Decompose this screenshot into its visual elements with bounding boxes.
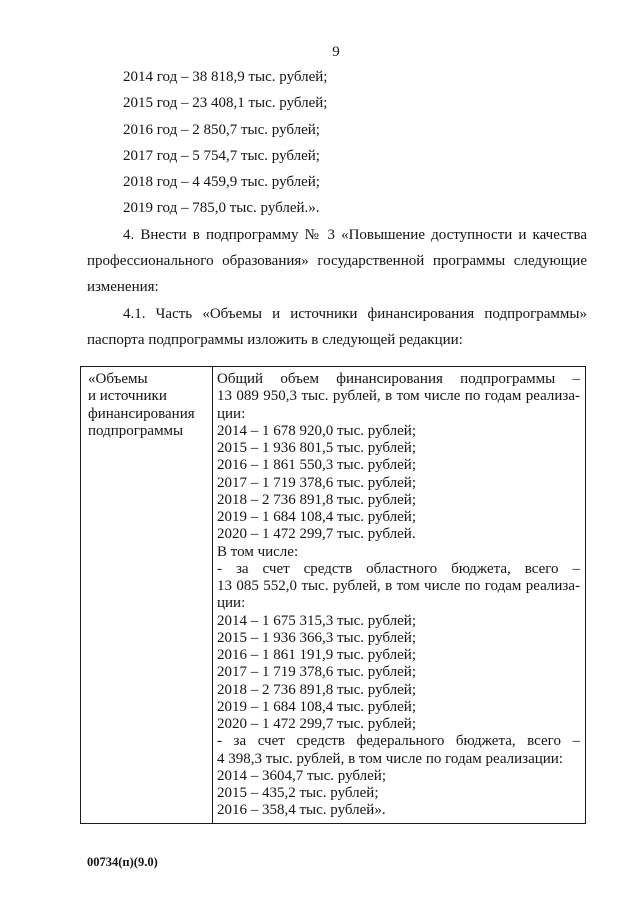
value-line: Общий объем финансирования подпрограммы –	[217, 371, 580, 387]
paragraph-line: профессионального образования» государственной программы следующие	[87, 253, 587, 270]
table-value-cell	[213, 367, 585, 823]
page-number: 9	[332, 44, 340, 60]
value-line: ции:	[217, 595, 246, 612]
document-body	[87, 64, 587, 353]
year-amount-line: 2020 – 1 472 299,7 тыс. рублей;	[217, 716, 416, 732]
value-line: ции:	[217, 405, 246, 422]
year-amount-line: 2016 – 1 861 550,3 тыс. рублей;	[217, 457, 416, 474]
paragraph-line: изменения:	[87, 279, 159, 296]
funding-year-line: 2019 год – 785,0 тыс. рублей.».	[123, 200, 320, 217]
label-line: подпрограммы	[88, 422, 184, 439]
document-code: 00734(п)(9.0)	[87, 855, 158, 869]
value-line: 13 085 552,0 тыс. рублей, в том числе по годам реализа-	[217, 578, 580, 594]
value-line: 13 089 950,3 тыс. рублей, в том числе по годам реализа-	[217, 388, 580, 405]
label-line: финансирования	[88, 405, 195, 422]
value-line: 4 398,3 тыс. рублей, в том числе по годам реализации:	[217, 750, 563, 767]
label-line: и источники	[88, 388, 167, 405]
year-amount-line: 2019 – 1 684 108,4 тыс. рублей;	[217, 698, 416, 715]
year-amount-line: 2016 – 358,4 тыс. рублей».	[217, 802, 386, 819]
funding-year-line: 2018 год – 4 459,9 тыс. рублей;	[123, 174, 320, 191]
funding-year-line: 2015 год – 23 408,1 тыс. рублей;	[123, 95, 328, 112]
year-amount-line: 2015 – 1 936 366,3 тыс. рублей;	[217, 629, 416, 646]
subprogram-passport-table	[80, 366, 586, 824]
year-amount-line: 2014 – 1 675 315,3 тыс. рублей;	[217, 612, 416, 629]
federal-budget-block	[217, 733, 580, 819]
paragraph-item-4-1	[87, 301, 587, 354]
year-amount-line: 2014 – 3604,7 тыс. рублей;	[217, 767, 386, 784]
value-line: - за счет средств областного бюджета, всего –	[217, 560, 580, 577]
year-amount-line: 2017 – 1 719 378,6 тыс. рублей;	[217, 664, 416, 681]
regional-budget-block	[217, 561, 580, 734]
funding-year-line: 2014 год – 38 818,9 тыс. рублей;	[123, 69, 328, 85]
year-amount-line: 2018 – 2 736 891,8 тыс. рублей;	[217, 491, 416, 508]
year-amount-line: 2018 – 2 736 891,8 тыс. рублей;	[217, 681, 416, 698]
year-amount-line: 2015 – 435,2 тыс. рублей;	[217, 785, 379, 801]
year-amount-line: 2014 – 1 678 920,0 тыс. рублей;	[217, 422, 416, 439]
paragraph-line: 4. Внести в подпрограмму № 3 «Повышение доступности и качества	[123, 226, 587, 243]
year-amount-line: 2017 – 1 719 378,6 тыс. рублей;	[217, 474, 416, 491]
total-funding-block	[217, 371, 580, 544]
funding-year-line: 2016 год – 2 850,7 тыс. рублей;	[123, 121, 320, 138]
funding-year-line: 2017 год – 5 754,7 тыс. рублей;	[123, 147, 320, 164]
paragraph-item-4	[87, 222, 587, 301]
label-line: «Объемы	[88, 371, 148, 387]
table-label-cell	[81, 367, 213, 823]
including-label: В том числе:	[217, 543, 299, 560]
year-amount-line: 2019 – 1 684 108,4 тыс. рублей;	[217, 509, 416, 525]
year-amount-line: 2015 – 1 936 801,5 тыс. рублей;	[217, 440, 416, 456]
paragraph-line: 4.1. Часть «Объемы и источники финансирования подпрограммы»	[123, 305, 587, 322]
year-amount-line: 2020 – 1 472 299,7 тыс. рублей.	[217, 526, 416, 543]
paragraph-line: паспорта подпрограммы изложить в следующей редакции:	[87, 331, 463, 348]
value-line: - за счет средств федерального бюджета, всего –	[217, 733, 580, 750]
year-amount-line: 2016 – 1 861 191,9 тыс. рублей;	[217, 647, 416, 663]
